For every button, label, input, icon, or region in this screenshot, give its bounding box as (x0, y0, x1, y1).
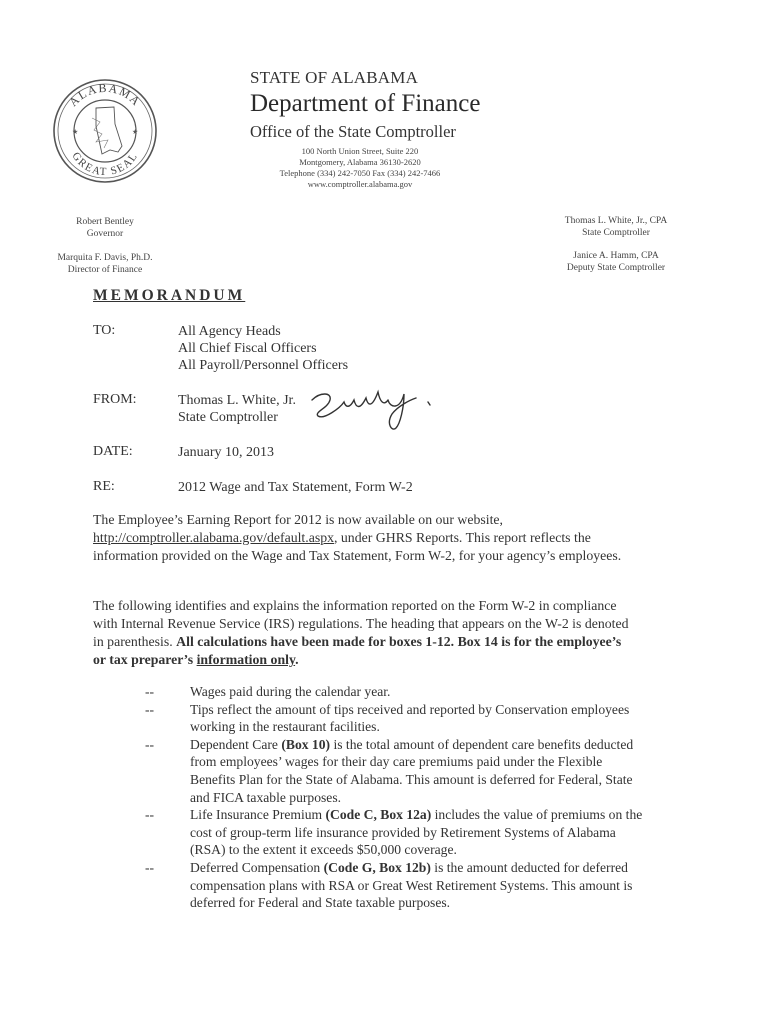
recipient-agency-heads: All Agency Heads (178, 324, 281, 339)
department-title: Department of Finance (250, 90, 481, 117)
to-label: TO: (93, 323, 116, 338)
to-recipients (178, 323, 348, 374)
director-name: Marquita F. Davis, Ph.D. (57, 253, 153, 263)
memo-date: January 10, 2013 (178, 445, 275, 460)
governor-title: Governor (86, 229, 124, 239)
address-street: 100 North Union Street, Suite 220 (301, 146, 419, 156)
signature-icon (300, 378, 440, 433)
state-heading: STATE OF ALABAMA (250, 68, 419, 87)
list-item-life-insurance: -- Life Insurance Premium (Code C, Box 12a) includes the value of premiums on the cost of group-term life insurance provided by Retirement Systems of Alabama (RSA) to the extent it exceeds $50,000 coverage. (145, 807, 643, 858)
address-phone: Telephone (334) 242-7050 Fax (334) 242-7466 (279, 168, 441, 178)
re-label: RE: (93, 479, 115, 494)
w2-box-list (145, 683, 645, 912)
sender-name: Thomas L. White, Jr. (178, 393, 296, 408)
comptroller-block (560, 215, 672, 239)
paragraph-w2-explanation: The following identifies and explains the information reported on the Form W-2 in compliance with Internal Revenue Service (IRS) regulations. The heading that appears on the W-2 is denoted in parenthesis. All calculations have been made for boxes 1-12. Box 14 is for the employee’s or tax preparer’s information only. (93, 598, 629, 667)
comptroller-name: Thomas L. White, Jr., CPA (564, 216, 668, 226)
comptroller-title: State Comptroller (582, 228, 650, 238)
director-title: Director of Finance (67, 265, 143, 275)
sender-title: State Comptroller (178, 410, 278, 425)
director-block (50, 252, 160, 276)
deputy-block (560, 250, 672, 274)
svg-text:GREAT SEAL: GREAT SEAL (69, 150, 141, 179)
svg-text:★: ★ (132, 128, 139, 136)
address-website: www.comptroller.alabama.gov (307, 179, 413, 189)
governor-block (50, 216, 160, 240)
comptroller-website-link[interactable]: http://comptroller.alabama.gov/default.aspx (93, 530, 334, 545)
memo-title: MEMORANDUM (93, 287, 246, 304)
list-item-deferred-compensation: -- Deferred Compensation (Code G, Box 12b) is the amount deducted for deferred compensation plans with RSA or Great West Retirement Systems. This amount is deferred for Federal and State taxable purposes. (145, 859, 633, 911)
alabama-great-seal-icon (52, 78, 158, 184)
memo-subject: 2012 Wage and Tax Statement, Form W-2 (178, 480, 413, 495)
address-city: Montgomery, Alabama 36130-2620 (299, 157, 421, 167)
list-item-tips: -- Tips reflect the amount of tips received and reported by Conservation employees working in the restaurant facilities. (145, 701, 630, 735)
from-label: FROM: (93, 392, 137, 407)
recipient-payroll-officers: All Payroll/Personnel Officers (178, 358, 349, 373)
deputy-title: Deputy State Comptroller (566, 263, 666, 273)
recipient-fiscal-officers: All Chief Fiscal Officers (178, 341, 317, 356)
address-block (250, 146, 470, 190)
svg-text:ALABAMA: ALABAMA (66, 80, 144, 110)
paragraph-report-availability: The Employee’s Earning Report for 2012 is now available on our website, http://comptroller.alabama.gov/default.aspx, under GHRS Reports. This report reflects the information provided on the Wage and Tax Statement, Form W-2, for your agency’s employees. (93, 512, 622, 563)
list-item-dependent-care: -- Dependent Care (Box 10) is the total amount of dependent care benefits deducted from employees’ wages for their day care premiums paid under the Flexible Benefits Plan for the State of Alabama. This amount is deferred for Federal, State and FICA taxable purposes. (145, 736, 634, 805)
date-label: DATE: (93, 444, 133, 459)
governor-name: Robert Bentley (76, 217, 134, 227)
list-item-wages: -- Wages paid during the calendar year. (145, 684, 391, 699)
office-title: Office of the State Comptroller (250, 122, 456, 141)
deputy-name: Janice A. Hamm, CPA (573, 251, 659, 261)
from-sender (178, 392, 296, 426)
svg-text:★: ★ (72, 128, 79, 136)
